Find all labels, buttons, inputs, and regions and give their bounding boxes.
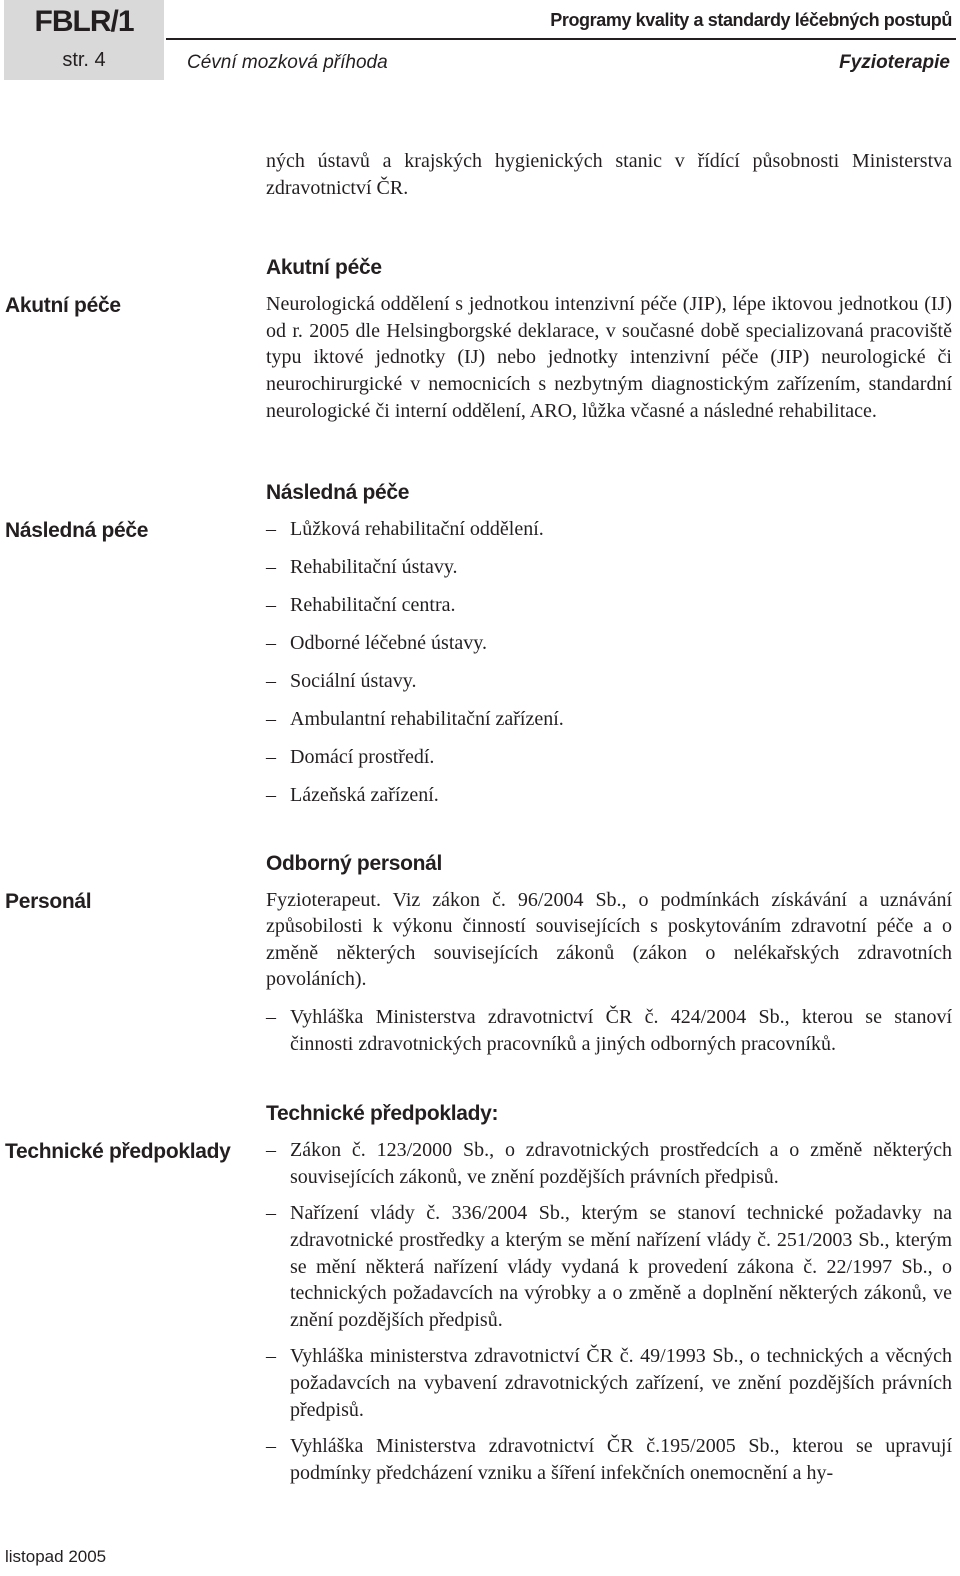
page-number: str. 4 — [62, 49, 106, 71]
side-label-tech: Technické předpoklady — [5, 1140, 231, 1164]
section-title-tech: Technické předpoklady: — [266, 1102, 499, 1126]
list-item: – Rehabilitační ústavy. — [266, 554, 952, 581]
side-label-staff: Personál — [5, 889, 92, 913]
acute-paragraph: Neurologická oddělení s jednotkou intenzivní péče (JIP), lépe iktovou jednotkou (IJ) od r. 2005 dle Helsingborgské deklarace, v současné době specializovaná pracoviště typu iktové jednotky (IJ) nebo jednotky intenzivní péče (JIP) neurologické či neurochirurgické v nemocnicích s nezbytným diagnostickým zařízením, standardní neurologické či interní oddělení, ARO, lůžka včasné a následné rehabilitace. — [266, 293, 952, 422]
list-item: – Domácí prostředí. — [266, 744, 952, 771]
list-item: – Vyhláška Ministerstva zdravotnictví ČR č. 424/2004 Sb., kterou se stanoví činnosti zdravotnických pracovníků a jiných odborných pracovníků. — [266, 1004, 952, 1057]
list-item: – Vyhláška Ministerstva zdravotnictví ČR č.195/2005 Sb., kterou se upravují podmínky předcházení vzniku a šíření infekčních onemocnění a hy- — [266, 1433, 952, 1486]
list-item: – Rehabilitační centra. — [266, 592, 952, 619]
section-title-staff: Odborný personál — [266, 851, 443, 875]
header-code-box — [4, 0, 164, 80]
staff-paragraph: Fyzioterapeut. Viz zákon č. 96/2004 Sb., o podmínkách získávání a uznávání způsobilosti k výkonu činností souvisejících s poskytováním zdravotní péče a o změně některých souvisejících zákonů (zákon o nelékařských zdravotních povoláních). — [266, 888, 952, 991]
side-label-followup: Následná péče — [5, 519, 149, 543]
field-title: Fyzioterapie — [839, 52, 950, 73]
list-item: – Sociální ústavy. — [266, 668, 952, 695]
list-item: – Nařízení vlády č. 336/2004 Sb., kterým se stanoví technické požadavky na zdravotnické prostředky a kterým se mění nařízení vlády č. 251/2003 Sb., kterým se mění některá nařízení vlády vydaná k provedení zákona č. 22/1997 Sb., o technických požadavcích na výrobky a o změně a doplnění některých zákonů, ve znění pozdějších předpisů. — [266, 1200, 952, 1333]
list-item: – Ambulantní rehabilitační zařízení. — [266, 706, 952, 733]
series-title: Programy kvality a standardy léčebných postupů — [550, 10, 952, 30]
list-item: – Zákon č. 123/2000 Sb., o zdravotnických prostředcích a o změně některých souvisejících zákonů, ve znění pozdějších právních předpisů. — [266, 1137, 952, 1190]
document-code: FBLR/1 — [34, 5, 134, 38]
intro-paragraph: ných ústavů a krajských hygienických stanic v řídící působnosti Ministerstva zdravotnictví ČR. — [266, 150, 952, 199]
list-item: – Vyhláška ministerstva zdravotnictví ČR č. 49/1993 Sb., o technických a věcných požadavcích na vybavení zdravotnických zařízení, ve znění pozdějších právních předpisů. — [266, 1343, 952, 1423]
section-staff — [5, 851, 952, 1058]
section-acute — [5, 255, 952, 424]
tech-list — [266, 1137, 952, 1486]
list-item: – Odborné léčebné ústavy. — [266, 630, 952, 657]
section-title-acute: Akutní péče — [266, 256, 382, 280]
staff-list — [266, 1004, 952, 1057]
topic-title: Cévní mozková příhoda — [187, 52, 388, 73]
list-item: – Lůžková rehabilitační oddělení. — [266, 516, 952, 543]
main-content — [5, 148, 952, 1496]
side-label-acute: Akutní péče — [5, 294, 121, 318]
list-item: – Lázeňská zařízení. — [266, 782, 952, 809]
footer-date: listopad 2005 — [5, 1547, 107, 1566]
header-rule — [166, 38, 956, 40]
section-title-followup: Následná péče — [266, 481, 410, 505]
followup-list — [266, 516, 952, 808]
section-followup — [5, 480, 952, 808]
section-tech — [5, 1101, 952, 1486]
